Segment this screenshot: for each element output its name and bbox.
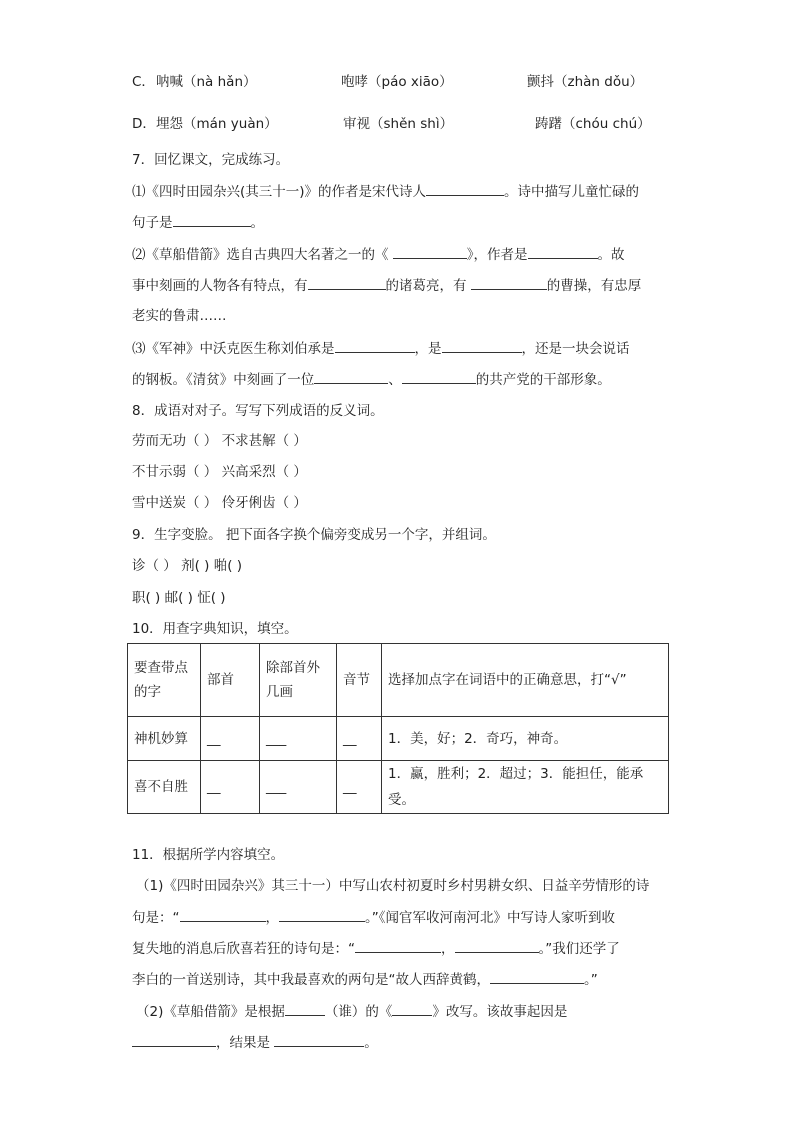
bushou-cell[interactable]: __ (201, 761, 260, 814)
meaning-cell[interactable]: 1．赢，胜利；2．超过；3．能担任，能承受。 (382, 761, 669, 814)
table-row (128, 761, 669, 814)
q7-p1-text-b: 。诗中描写儿童忙碌的 (504, 184, 640, 200)
option-c-label: C． (132, 74, 155, 90)
q7-p2-text-f: 的曹操，有忠厚 (546, 278, 642, 294)
q7-part3-line1 (132, 338, 630, 359)
answer-blank[interactable] (335, 338, 415, 353)
q7-p3-text-a: ⑶《军神》中沃克医生称刘伯承是 (132, 341, 335, 357)
option-d-item-3: 踌躇（chóu chú） (535, 116, 651, 132)
answer-blank[interactable] (455, 938, 539, 953)
q10-title: 10．用查字典知识，填空。 (132, 621, 298, 637)
q11-text: （2)《草船借箭》是根据 (136, 1004, 285, 1020)
q7-p1-text-c: 句子是 (132, 215, 173, 231)
q11-text: ， (441, 941, 455, 957)
q11-text: ， (265, 910, 279, 926)
answer-blank[interactable] (392, 1001, 432, 1016)
q7-p1-text-d: 。 (250, 215, 264, 231)
answer-blank[interactable] (173, 212, 251, 227)
answer-blank[interactable] (528, 244, 598, 259)
option-d-label: D． (132, 116, 156, 132)
q9-title: 9．生字变脸。 把下面各字换个偏旁变成另一个字，并组词。 (132, 527, 496, 543)
q9-row-2: 职( ) 邮( ) 怔( ) (132, 590, 226, 606)
option-c-item-2: 咆哮（páo xiāo） (341, 74, 453, 90)
meaning-cell[interactable]: 1．美，好；2．奇巧，神奇。 (382, 717, 669, 761)
q9-row-1: 诊（ ） 剂( ) 啪( ) (132, 558, 243, 574)
q11-text: （谁）的《 (324, 1004, 393, 1020)
q7-p3-text-f: 的共产党的干部形象。 (475, 372, 611, 388)
header-cell-strokes: 除部首外 几画 (260, 644, 337, 717)
answer-blank[interactable] (426, 181, 504, 196)
header-cell-bushou: 部首 (201, 644, 260, 717)
answer-blank[interactable] (442, 338, 522, 353)
answer-blank[interactable] (490, 969, 584, 984)
q11-text: 。”我们还学了 (538, 941, 620, 957)
q11-line-5 (136, 1001, 567, 1022)
q11-text: ，结果是 (216, 1035, 275, 1051)
q11-text: 句是：“ (132, 910, 180, 926)
q7-p2-text-b: 》，作者是 (466, 247, 528, 263)
table-header-row (128, 644, 669, 717)
answer-blank[interactable] (402, 369, 476, 384)
answer-blank[interactable] (279, 907, 365, 922)
q7-part2-line3: 老实的鲁肃…… (132, 308, 227, 324)
strokes-cell[interactable]: ___ (260, 717, 337, 761)
q7-p3-text-b: ，是 (414, 341, 442, 357)
q8-row-3: 雪中送炭（ ） 伶牙俐齿（ ） (132, 495, 307, 511)
q11-title: 11．根据所学内容填空。 (132, 847, 285, 863)
q8-row-1: 劳而无功（ ） 不求甚解（ ） (132, 433, 307, 449)
table-row (128, 717, 669, 761)
q7-part2-line2 (132, 275, 641, 296)
q7-p3-text-d: 的钢板。《清贫》中刻画了一位 (132, 372, 315, 388)
header-cell-char: 要查带点 的字 (128, 644, 201, 717)
strokes-cell[interactable]: ___ (260, 761, 337, 814)
q11-line-6 (132, 1032, 378, 1053)
q11-text: 。 (364, 1035, 378, 1051)
q11-text: 李白的一首送别诗，其中我最喜欢的两句是“故人西辞黄鹤， (132, 972, 490, 988)
q11-text: 》改写。该故事起因是 (432, 1004, 568, 1020)
q7-p3-text-c: ，还是一块会说话 (521, 341, 630, 357)
q7-p2-text-e: 的诸葛亮，有 (385, 278, 471, 294)
option-c-item-3: 颤抖（zhàn dǒu） (527, 74, 644, 90)
q11-text: 复失地的消息后欣喜若狂的诗句是：“ (132, 941, 355, 957)
q11-line-1: （1)《四时田园杂兴》其三十一）中写山农村初夏时乡村男耕女织、日益辛劳情形的诗 (136, 878, 650, 894)
yinjie-cell[interactable]: __ (337, 717, 382, 761)
option-d-item-2: 审视（shěn shì） (343, 116, 454, 132)
answer-blank[interactable] (314, 369, 388, 384)
q7-part1-line1 (132, 181, 639, 202)
q7-title: 7．回忆课文，完成练习。 (132, 152, 290, 168)
q8-row-2: 不甘示弱（ ） 兴高采烈（ ） (132, 464, 307, 480)
answer-blank[interactable] (274, 1032, 364, 1047)
answer-blank[interactable] (180, 907, 266, 922)
q7-part1-line2 (132, 212, 264, 233)
q11-text: 。” (584, 972, 598, 988)
option-d-item-1: 埋怨（mán yuàn） (156, 116, 278, 132)
q11-line-4 (132, 969, 598, 990)
q7-p1-text-a: ⑴《四时田园杂兴(其三十一)》的作者是宋代诗人 (132, 184, 427, 200)
q7-part3-line2 (132, 369, 611, 390)
q7-p2-text-a: ⑵《草船借箭》选自古典四大名著之一的《 (132, 247, 393, 263)
q11-text: 。”《闻官军收河南河北》中写诗人家听到收 (365, 910, 615, 926)
answer-blank[interactable] (471, 275, 547, 290)
header-cell-yinjie: 音节 (337, 644, 382, 717)
word-cell: 神机妙算 (128, 717, 201, 761)
option-c-item-1: 呐喊（nà hǎn） (156, 74, 257, 90)
yinjie-cell[interactable]: __ (337, 761, 382, 814)
answer-blank[interactable] (355, 938, 441, 953)
q7-p2-text-d: 事中刻画的人物各有特点，有 (132, 278, 308, 294)
q11-line-3 (132, 938, 620, 959)
answer-blank[interactable] (132, 1032, 216, 1047)
answer-blank[interactable] (393, 244, 467, 259)
q8-title: 8．成语对对子。写写下列成语的反义词。 (132, 403, 384, 419)
word-cell: 喜不自胜 (128, 761, 201, 814)
q7-p3-text-e: 、 (388, 372, 402, 388)
answer-blank[interactable] (285, 1001, 325, 1016)
dictionary-table (127, 643, 669, 814)
q7-part2-line1 (132, 244, 625, 265)
header-cell-meaning: 选择加点字在词语中的正确意思，打“√” (382, 644, 669, 717)
q7-p2-text-c: 。故 (597, 247, 625, 263)
q11-line-2 (132, 907, 615, 928)
bushou-cell[interactable]: __ (201, 717, 260, 761)
answer-blank[interactable] (308, 275, 386, 290)
